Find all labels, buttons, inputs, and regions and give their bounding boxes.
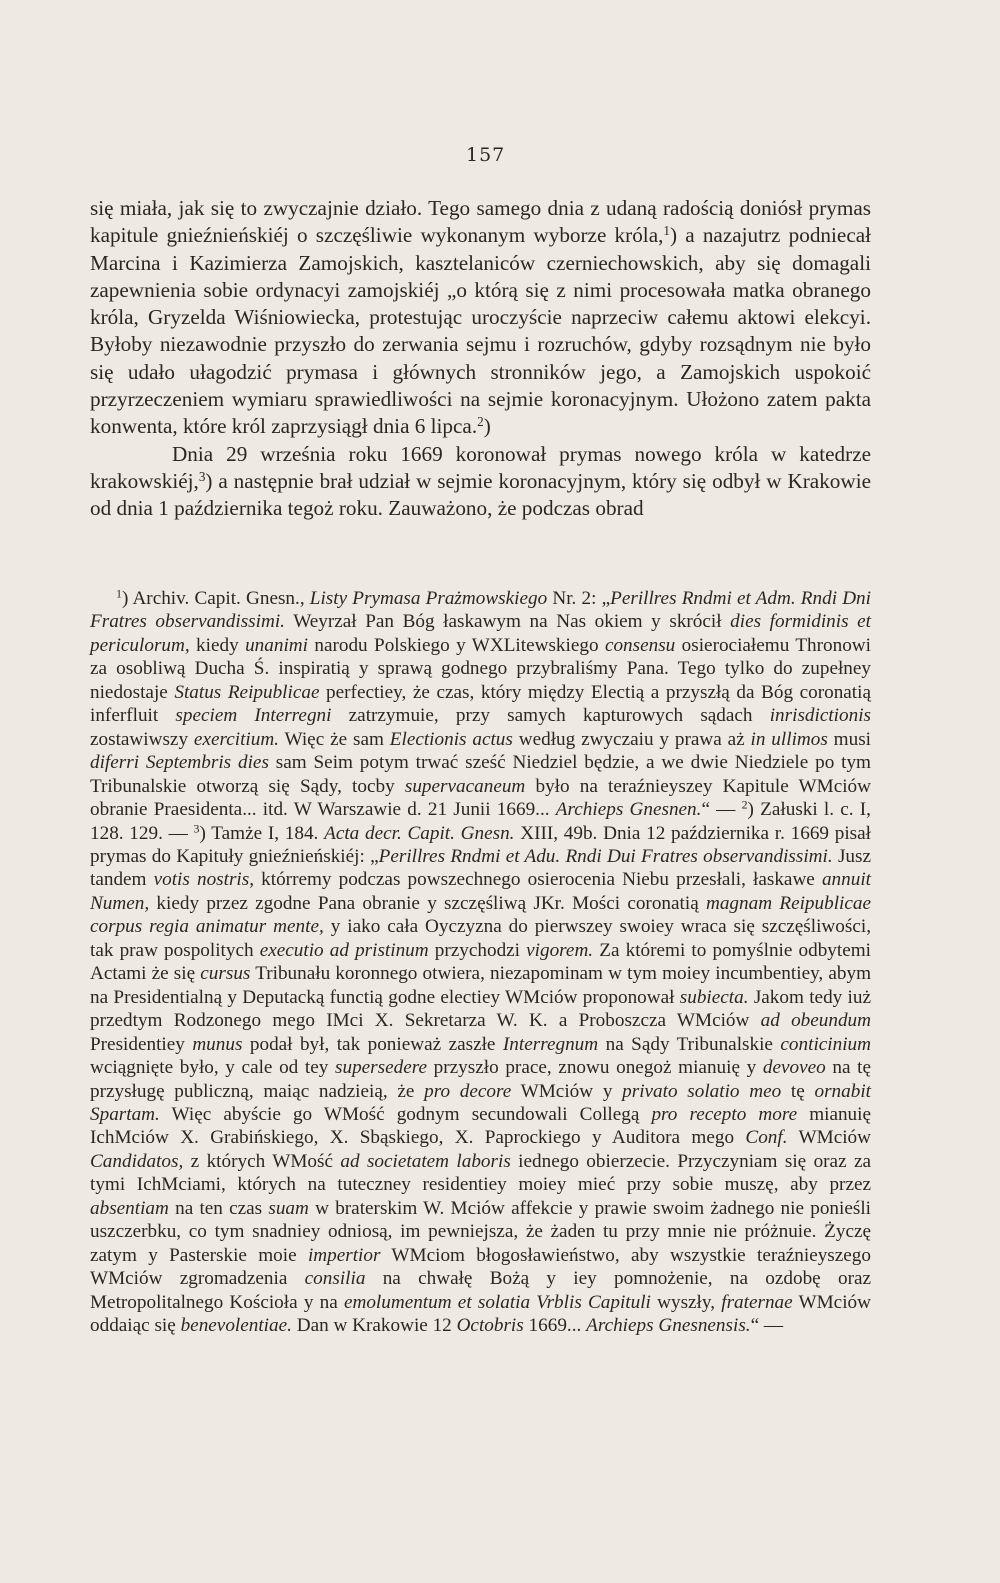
text-run: perfectiey, że czas, który między Electią a przyszłą da Bóg coronatią inferfluit — [90, 681, 871, 727]
text-run: Presidentiey — [90, 1033, 193, 1055]
text-run: ) — [483, 414, 491, 439]
italic-run: Acta decr. Capit. Gnesn. — [324, 822, 515, 844]
italic-run: Perillres Rndmi et Adu. Rndi Dui Fratres observandissimi. — [378, 845, 833, 867]
italic-run: dies formidinis et periculorum, — [90, 611, 871, 656]
text-run: przychodzi — [428, 939, 527, 961]
italic-run: cursus — [200, 963, 251, 985]
text-run: było na teraźnieyszey Kapitule WMciów obranie Praesidenta... itd. W Warszawie d. 21 Junii 1669... — [90, 775, 872, 821]
text-run: na ten czas — [168, 1197, 269, 1219]
italic-run: emolumentum et solatia Vrblis Capituli — [343, 1291, 651, 1313]
italic-run: speciem Interregni — [175, 705, 332, 727]
italic-run: ad societatem laboris — [340, 1150, 511, 1172]
text-run: Więc abyście go WMość godnym secundowali Collegą — [159, 1103, 652, 1125]
italic-run: exercitium. — [193, 728, 279, 750]
text-run: z których WMość — [183, 1150, 341, 1172]
paragraph — [90, 195, 871, 441]
text-run: ) Załuski l. c. I, 128. 129. — — [90, 799, 871, 844]
footnotes — [90, 587, 871, 1338]
footnote-marker: 1 — [116, 586, 122, 601]
italic-run: diferri Septembris dies — [90, 752, 269, 774]
page-number: 157 — [466, 144, 506, 166]
italic-run: subiecta. — [679, 986, 749, 1008]
text-run: na chwałę Bożą y iey pomnożenie, na ozdobę oraz Metropolitalnego Kościoła y na — [90, 1268, 871, 1313]
text-run: Tribunału koronnego otwiera, niezapominam w tym moiey incumbentiey, abym na Presidentialną y Deputacką functią godne electiey WMciów proponował — [90, 963, 872, 1008]
footnote — [90, 587, 871, 1338]
italic-run: consilia — [304, 1268, 366, 1290]
italic-run: votis nostris, — [153, 869, 255, 891]
italic-run: annuit Numen, — [90, 869, 871, 914]
footnote-ref: 2 — [477, 414, 484, 430]
text-run: iednego obierzecie. Przyczyniam się oraz za tymi IchMciami, których na tuteczney residentiey moiey mieć przy sobie muszę, aby przez — [90, 1150, 872, 1196]
text-run: przyszło prace, znowu onegoż mianuię y — [427, 1057, 763, 1079]
footnote-marker: 2 — [741, 797, 748, 812]
italic-run: absentiam — [90, 1197, 169, 1219]
text-run: zostawiwszy — [90, 728, 194, 750]
italic-run: Perillres Rndmi et Adm. Rndi Dni Fratres observandissimi. — [90, 588, 871, 633]
italic-run: impertior — [307, 1244, 381, 1266]
text-run: Dnia 29 września roku 1669 koronował prymas nowego króla w katedrze krakowskiéj, — [90, 441, 871, 493]
text-run: musi — [827, 728, 871, 750]
text-run: mianuię IchMciów X. Grabińskiego, X. Sbąskiego, X. Paprockiego y Auditora mego — [90, 1103, 871, 1149]
text-run: WMciom błogosławieństwo, aby wszystkie teraźnieyszego WMciów zgromadzenia — [90, 1244, 871, 1290]
main-text — [90, 195, 871, 523]
text-run: wyszły, — [650, 1291, 722, 1313]
footnote-ref: 1 — [663, 223, 670, 239]
italic-run: devoveo — [762, 1057, 826, 1079]
text-run: zatrzymuie, przy samych kapturowych sądach — [331, 705, 770, 727]
text-run: w braterskim W. Mciów affekcie y prawie swoim żadnego nie ponieśli uszczerbku, co tym snadniey odniosą, im pewniejsza, że żaden tu przy mnie nie próżnuie. Życzę zatym y Pasterskie moie — [90, 1197, 871, 1266]
text-run: którremy podczas powszechnego osierocenia Niebu przesłali, łaskawe — [254, 869, 822, 891]
text-run: ) a następnie brał udział w sejmie koronacyjnym, który się odbył w Krakowie od dnia 1 października tegoż roku. Zauważono, że podczas obrad — [90, 468, 871, 521]
text-run: kiedy przez zgodne Pana obranie y szczęśliwą JKr. Mości coronatią — [149, 892, 706, 914]
text-run: y iako cała Oyczyzna do pierwszey swoiey wraca się szczęśliwości, tak praw pospolitych — [90, 916, 871, 961]
italic-run: consensu — [604, 634, 676, 656]
italic-run: privato solatio meo — [622, 1080, 782, 1102]
paragraph — [90, 441, 871, 523]
text-run: na Sądy Tribunalskie — [598, 1033, 781, 1055]
text-run: XIII, 49b. Dnia 12 października r. 1669 pisał prymas do Kapituły gnieźnieńskiéj: „ — [90, 822, 871, 867]
italic-run: Status Reipublicae — [174, 681, 320, 703]
italic-run: fraternae — [721, 1291, 793, 1313]
italic-run: supervacaneum — [404, 775, 526, 797]
italic-run: pro recepto more — [651, 1103, 798, 1125]
text-run: WMciów — [787, 1127, 871, 1149]
text-run: Więc że sam — [278, 728, 390, 750]
italic-run: Conf. — [745, 1127, 788, 1149]
text-run: Za któremi to pomyślnie odbytemi Actami że się — [90, 939, 871, 985]
footnote-ref: 3 — [198, 468, 206, 484]
text-run: WMciów y — [511, 1080, 623, 1102]
italic-run: ad obeundum — [760, 1010, 871, 1032]
italic-run: Electionis actus — [389, 728, 513, 750]
text-run: narodu Polskiego y WXLitewskiego — [307, 634, 605, 656]
text-run: według zwyczaiu y prawa aż — [512, 728, 751, 750]
text-run: ) Archiv. Capit. Gnesn., — [121, 588, 310, 609]
footnote-marker: 3 — [193, 820, 200, 835]
italic-run: Octobris — [456, 1315, 524, 1337]
text-run: Dan w Krakowie 12 — [291, 1315, 457, 1337]
italic-run: Archieps Gnesnensis. — [586, 1315, 751, 1337]
text-run: Nr. 2: „ — [547, 588, 611, 609]
text-run: Weyrzał Pan Bóg łaskawym na Nas okiem y skrócił — [284, 611, 731, 633]
text-run: ) Tamże I, 184. — [199, 822, 325, 844]
italic-run: vigorem. — [526, 939, 594, 961]
text-run: wciągnięte było, y cale od tey — [90, 1057, 336, 1079]
italic-run: conticinium — [780, 1033, 871, 1055]
italic-run: magnam Reipublicae corpus regia animatur mente, — [90, 892, 871, 938]
italic-run: munus — [192, 1033, 243, 1055]
italic-run: pro decore — [424, 1080, 512, 1102]
text-run: osierociałemu Thronowi za osobliwą Ducha Ś. inspiratią y sprawą godnego przybraliśmy Pana. Tego tylko do zupełney niedostaje — [90, 634, 871, 703]
text-run: “ — — [750, 1315, 784, 1337]
text-run: WMciów oddaiąc się — [90, 1291, 871, 1337]
italic-run: Archieps Gnesnen. — [555, 799, 702, 821]
italic-run: suam — [268, 1197, 309, 1219]
text-run: sam Seim potym trwać sześć Niedziel będzie, a we dwie Niedziele po tym Tribunalskie otworzą się Sądy, tocby — [90, 752, 871, 797]
text-run: “ — — [701, 799, 742, 821]
italic-run: Candidatos, — [90, 1150, 184, 1172]
italic-run: Listy Prymasa Prażmowskiego — [309, 588, 548, 609]
italic-run: executio ad pristinum — [259, 939, 429, 961]
text-run: na tę przysługę publiczną, maiąc nadzieią, że — [90, 1057, 871, 1102]
italic-run: benevolentiae. — [180, 1315, 292, 1337]
text-run: 1669... — [523, 1315, 587, 1337]
italic-run: Interregnum — [502, 1033, 599, 1055]
text-run: kiedy — [189, 634, 246, 656]
text-run: Jusz tandem — [90, 845, 871, 891]
italic-run: in ullimos — [750, 728, 828, 750]
text-run: się miała, jak się to zwyczajnie działo. Tego samego dnia z udaną radością doniósł prymas kapitule gnieźnieńskiéj o szczęśliwie wykonanym wyborze króla, — [90, 196, 871, 248]
text-run: podał był, tak ponieważ zaszłe — [242, 1033, 503, 1055]
text-run: Jakom tedy iuż przedtym Rodzonego mego IMci X. Sekretarza W. K. a Proboszcza WMciów — [90, 986, 871, 1032]
italic-run: unanimi — [245, 634, 308, 656]
italic-run: inrisdictionis — [769, 705, 871, 727]
italic-run: supersedere — [335, 1057, 428, 1079]
italic-run: ornabit Spartam. — [90, 1080, 872, 1125]
text-run: tę — [781, 1080, 815, 1102]
text-run: ) a nazajutrz podniecał Marcina i Kazimierza Zamojskich, kasztelaniców czerniechowskich, aby się domagali zapewnienia sobie ordynacyi zamojskiéj „o którą się z nimi procesowała matka obranego króla, Gryzelda Wiśniowiecka, protestując uroczyście naprzeciw całemu aktowi elekcyi. Byłoby niezawodnie przyszło do zerwania sejmu i rozruchów, gdyby rozsądnym nie było się udało ułagodzić prymasa i głównych stronników jego, a Zamojskich uspokoić przyrzeczeniem wymiaru sprawiedliwości na sejmie koronacyjnym. Ułożono zatem pakta konwenta, które król zaprzysiągł dnia 6 lipca. — [90, 223, 872, 439]
